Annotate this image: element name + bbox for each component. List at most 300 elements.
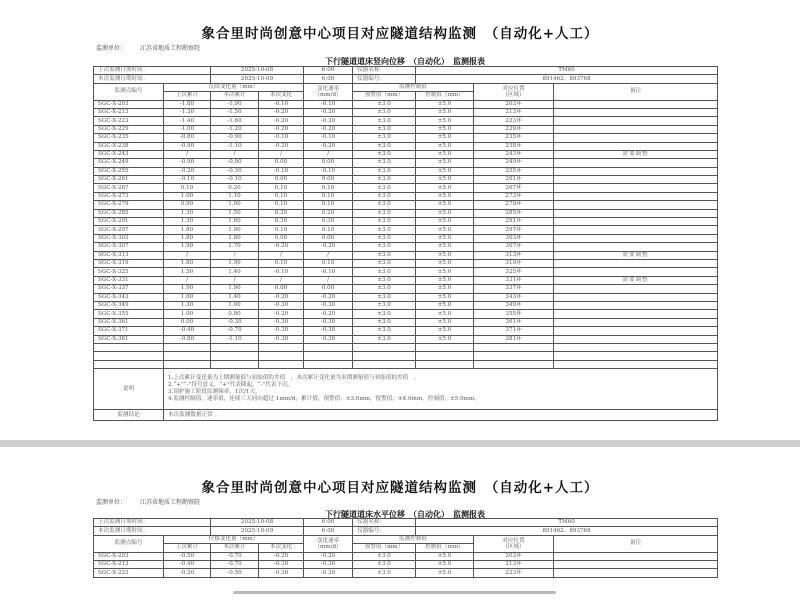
last-date: 2025-10-08 <box>211 67 304 75</box>
table-row <box>94 259 718 267</box>
point-id-cell: SGC-X-273 <box>94 192 164 200</box>
last-cumulative-cell: / <box>164 150 211 158</box>
warning-value-cell: ±3.0 <box>353 276 416 284</box>
last-cumulative-cell: 0.00 <box>164 318 211 326</box>
table-row <box>94 285 718 293</box>
this-date-label: 本次监测日期时间： <box>94 75 211 83</box>
this-change-cell: 0.00 <box>259 176 304 184</box>
remark-cell <box>554 259 718 267</box>
warning-value-cell: ±3.0 <box>353 184 416 192</box>
table-row <box>94 134 718 142</box>
point-id-cell: SGC-X-203 <box>94 552 164 560</box>
point-id-cell: SGC-X-331 <box>94 276 164 284</box>
last-time: 6:00 <box>304 519 353 527</box>
col-point-header: 监测点编号 <box>94 535 164 552</box>
col-control-group-header: 监测控制值 <box>353 83 474 91</box>
warning-value-cell: ±3.0 <box>353 176 416 184</box>
change-rate-cell: -0.20 <box>304 310 353 318</box>
this-cumulative-cell: 0.20 <box>211 184 259 192</box>
warning-value-cell: ±3.0 <box>353 268 416 276</box>
point-id-cell: SGC-X-213 <box>94 560 164 568</box>
warning-value-cell: ±3.0 <box>353 301 416 309</box>
position-cell: 337环 <box>474 285 554 293</box>
this-cumulative-cell: 1.80 <box>211 234 259 242</box>
position-cell: 243环 <box>474 150 554 158</box>
conclusion-text: 本次监测数据正常 。 <box>164 410 718 421</box>
last-cumulative-cell: -1.30 <box>164 108 211 116</box>
point-id-cell: SGC-X-297 <box>94 226 164 234</box>
point-id-cell: SGC-X-355 <box>94 310 164 318</box>
point-id-cell: SGC-X-249 <box>94 159 164 167</box>
table-body <box>94 100 718 343</box>
last-cumulative-cell: 1.30 <box>164 209 211 217</box>
this-change-cell: -0.20 <box>259 293 304 301</box>
col-rate-header <box>304 83 353 100</box>
instrument-no-label: 仪器编号： <box>353 75 416 83</box>
remark-cell: 需要调整 <box>554 150 718 158</box>
this-cumulative-cell: / <box>211 276 259 284</box>
change-rate-cell: 0.10 <box>304 192 353 200</box>
warning-value-cell: ±3.0 <box>353 134 416 142</box>
control-value-cell: ±5.0 <box>416 243 474 251</box>
this-change-cell: 0.10 <box>259 192 304 200</box>
this-change-cell: -0.30 <box>259 335 304 343</box>
change-rate-cell: -0.30 <box>304 335 353 343</box>
remark-cell <box>554 243 718 251</box>
table-row <box>94 560 718 568</box>
remark-cell <box>554 209 718 217</box>
change-rate-cell: -0.30 <box>304 301 353 309</box>
this-cumulative-cell: -1.60 <box>211 117 259 125</box>
remark-cell <box>554 142 718 150</box>
point-id-cell: SGC-X-291 <box>94 218 164 226</box>
point-id-cell: SGC-X-337 <box>94 285 164 293</box>
last-cumulative-cell: / <box>164 251 211 259</box>
warning-value-cell: ±3.0 <box>353 218 416 226</box>
change-rate-cell: 0.20 <box>304 209 353 217</box>
this-change-cell: / <box>259 276 304 284</box>
last-cumulative-cell: 1.30 <box>164 218 211 226</box>
warning-value-cell: ±3.0 <box>353 167 416 175</box>
point-id-cell: SGC-X-371 <box>94 327 164 335</box>
control-value-cell: ±5.0 <box>416 226 474 234</box>
table-row <box>94 117 718 125</box>
table-row <box>94 251 718 259</box>
table-row <box>94 192 718 200</box>
table-row <box>94 293 718 301</box>
point-id-cell: SGC-X-229 <box>94 125 164 133</box>
this-cumulative-cell: 0.80 <box>211 310 259 318</box>
warning-value-cell: ±3.0 <box>353 318 416 326</box>
this-change-cell: -0.20 <box>259 142 304 150</box>
last-time: 6:00 <box>304 67 353 75</box>
position-cell: 261环 <box>474 176 554 184</box>
col-change-group-header: 位移变化量（mm） <box>164 535 304 543</box>
control-value-cell: ±5.0 <box>416 301 474 309</box>
remark-cell <box>554 159 718 167</box>
table-row <box>94 184 718 192</box>
this-change-cell: 0.10 <box>259 259 304 267</box>
col-remark-header: 备注 <box>554 535 718 552</box>
point-id-cell: SGC-X-285 <box>94 209 164 217</box>
note-item: 4.监测控制值，速率值，连续三天同向超过 1mm/d，累计值，预警值：±3.0mm，报警值，±4.0mm，控制值，±5.0mm。 <box>168 396 480 403</box>
this-change-cell: 0.00 <box>259 159 304 167</box>
notes-label: 说明 <box>94 369 164 410</box>
point-id-cell: SGC-X-243 <box>94 150 164 158</box>
table-row <box>94 552 718 560</box>
instrument-no: 891462、893768 <box>416 75 718 83</box>
this-cumulative-cell: -0.90 <box>211 159 259 167</box>
this-change-cell: -0.10 <box>259 134 304 142</box>
point-id-cell: SGC-X-343 <box>94 293 164 301</box>
warning-value-cell: ±3.0 <box>353 552 416 560</box>
control-value-cell: ±5.0 <box>416 293 474 301</box>
table-row <box>94 335 718 343</box>
table-row <box>94 209 718 217</box>
remark-cell <box>554 285 718 293</box>
this-cumulative-cell: -1.50 <box>211 108 259 116</box>
col-point-header: 监测点编号 <box>94 83 164 100</box>
point-id-cell: SGC-X-223 <box>94 117 164 125</box>
this-cumulative-cell: -1.20 <box>211 125 259 133</box>
horizontal-scrollbar[interactable] <box>233 591 556 594</box>
control-value-cell: ±5.0 <box>416 276 474 284</box>
position-cell: 297环 <box>474 226 554 234</box>
col-rate-unit: （mm/d） <box>314 543 342 550</box>
header-row-1 <box>94 535 718 543</box>
this-time: 6:00 <box>304 75 353 83</box>
position-cell: 343环 <box>474 293 554 301</box>
this-change-cell: -0.20 <box>259 117 304 125</box>
warning-value-cell: ±3.0 <box>353 569 416 577</box>
this-cumulative-cell: 1.00 <box>211 301 259 309</box>
monitoring-unit-label: 监测单位： <box>96 499 127 506</box>
control-value-cell: ±5.0 <box>416 552 474 560</box>
position-cell: 238环 <box>474 142 554 150</box>
warning-value-cell: ±3.0 <box>353 234 416 242</box>
position-cell: 203环 <box>474 100 554 108</box>
point-id-cell: SGC-X-319 <box>94 259 164 267</box>
table-row <box>94 125 718 133</box>
point-id-cell: SGC-X-203 <box>94 100 164 108</box>
position-cell: 355环 <box>474 310 554 318</box>
warning-value-cell: ±3.0 <box>353 108 416 116</box>
col-control-group-header: 监测控制值 <box>353 535 474 543</box>
warning-value-cell: ±3.0 <box>353 226 416 234</box>
this-cumulative-cell: 1.90 <box>211 285 259 293</box>
last-cumulative-cell: -0.10 <box>164 176 211 184</box>
col-this-change-header: 本次变化 <box>259 92 304 100</box>
this-change-cell: / <box>259 251 304 259</box>
report-table <box>93 518 718 578</box>
instrument-name-label: 仪器名称： <box>353 67 416 75</box>
remark-cell <box>554 117 718 125</box>
position-cell: 349环 <box>474 301 554 309</box>
table-row <box>94 276 718 284</box>
control-value-cell: ±5.0 <box>416 234 474 242</box>
change-rate-cell: 0.10 <box>304 226 353 234</box>
position-cell: 255环 <box>474 167 554 175</box>
last-cumulative-cell: 1.80 <box>164 259 211 267</box>
col-rate-unit: （mm/d） <box>314 91 342 98</box>
this-change-cell: 0.10 <box>259 184 304 192</box>
control-value-cell: ±5.0 <box>416 318 474 326</box>
this-cumulative-cell: 1.90 <box>211 259 259 267</box>
control-value-cell: ±5.0 <box>416 310 474 318</box>
table-row <box>94 226 718 234</box>
remark-cell: 需要调整 <box>554 276 718 284</box>
col-warning-header: 预警值（mm） <box>353 544 416 552</box>
col-position-sub: （区域） <box>502 91 525 98</box>
position-cell: 371环 <box>474 327 554 335</box>
control-value-cell: ±5.0 <box>416 117 474 125</box>
change-rate-cell: -0.30 <box>304 327 353 335</box>
control-value-cell: ±5.0 <box>416 176 474 184</box>
report-title: 象合里时尚创意中心项目对应隧道结构监测 （自动化+人工） <box>201 480 599 496</box>
this-change-cell: -0.10 <box>259 268 304 276</box>
note-item: 1.上次累计变化量为上期测量值与初始值的差值 ，本次累计变化量为本期测量值与初始值的差值 。 <box>168 375 420 382</box>
col-this-change-header: 本次变化 <box>259 544 304 552</box>
this-change-cell: -0.20 <box>259 310 304 318</box>
control-value-cell: ±5.0 <box>416 560 474 568</box>
this-time: 6:00 <box>304 527 353 535</box>
table-row <box>94 327 718 335</box>
this-change-cell: -0.20 <box>259 243 304 251</box>
position-cell: 229环 <box>474 125 554 133</box>
change-rate-cell: / <box>304 276 353 284</box>
position-cell: 273环 <box>474 192 554 200</box>
position-cell: 381环 <box>474 335 554 343</box>
this-cumulative-cell: / <box>211 251 259 259</box>
table-row <box>94 100 718 108</box>
point-id-cell: SGC-X-255 <box>94 167 164 175</box>
remark-cell <box>554 108 718 116</box>
warning-value-cell: ±3.0 <box>353 142 416 150</box>
position-cell: 235环 <box>474 134 554 142</box>
last-cumulative-cell: -0.90 <box>164 142 211 150</box>
this-cumulative-cell: / <box>211 150 259 158</box>
point-id-cell: SGC-X-349 <box>94 301 164 309</box>
control-value-cell: ±5.0 <box>416 142 474 150</box>
this-change-cell: 0.10 <box>259 226 304 234</box>
control-value-cell: ±5.0 <box>416 184 474 192</box>
this-cumulative-cell: 1.70 <box>211 243 259 251</box>
control-value-cell: ±5.0 <box>416 159 474 167</box>
warning-value-cell: ±3.0 <box>353 192 416 200</box>
control-value-cell: ±5.0 <box>416 125 474 133</box>
remark-cell <box>554 184 718 192</box>
remark-cell <box>554 552 718 560</box>
col-warning-header: 预警值（mm） <box>353 92 416 100</box>
col-remark-header: 备注 <box>554 83 718 100</box>
monitoring-unit-label: 监测单位： <box>96 45 127 52</box>
instrument-no: 891462、893768 <box>416 527 718 535</box>
this-date-label: 本次监测日期时间： <box>94 527 211 535</box>
remark-cell <box>554 560 718 568</box>
warning-value-cell: ±3.0 <box>353 310 416 318</box>
control-value-cell: ±5.0 <box>416 192 474 200</box>
this-cumulative-cell: 1.50 <box>211 209 259 217</box>
position-cell: 319环 <box>474 259 554 267</box>
position-cell: 203环 <box>474 552 554 560</box>
table-row <box>94 310 718 318</box>
change-rate-cell: 0.10 <box>304 201 353 209</box>
col-this-cum-header: 本次累计 <box>211 544 259 552</box>
warning-value-cell: ±3.0 <box>353 159 416 167</box>
col-position-header <box>474 83 554 100</box>
empty-row <box>94 360 718 368</box>
position-cell: 223环 <box>474 117 554 125</box>
control-value-cell: ±5.0 <box>416 268 474 276</box>
remark-cell <box>554 301 718 309</box>
last-date-label: 上次监测日期时间： <box>94 67 211 75</box>
control-value-cell: ±5.0 <box>416 335 474 343</box>
last-cumulative-cell: 1.90 <box>164 243 211 251</box>
position-cell: 249环 <box>474 159 554 167</box>
this-cumulative-cell: -0.70 <box>211 552 259 560</box>
this-cumulative-cell: 1.60 <box>211 218 259 226</box>
point-id-cell: SGC-X-267 <box>94 184 164 192</box>
this-cumulative-cell: -0.70 <box>211 560 259 568</box>
position-cell: 331环 <box>474 276 554 284</box>
warning-value-cell: ±3.0 <box>353 201 416 209</box>
remark-cell <box>554 234 718 242</box>
last-cumulative-cell: / <box>164 276 211 284</box>
last-cumulative-cell: -1.80 <box>164 100 211 108</box>
table-row <box>94 301 718 309</box>
last-cumulative-cell: -0.20 <box>164 167 211 175</box>
remark-cell <box>554 218 718 226</box>
header-row-1 <box>94 83 718 91</box>
monitoring-unit <box>96 43 214 52</box>
this-change-cell: / <box>259 150 304 158</box>
remark-cell <box>554 335 718 343</box>
last-cumulative-cell: 0.90 <box>164 201 211 209</box>
note-item: 3.围护施工阶段监测频率，1次/1天。 <box>168 389 261 396</box>
monitoring-unit-value: 江苏省地质工程勘察院 <box>140 45 201 52</box>
table-row <box>94 108 718 116</box>
this-change-cell: 0.30 <box>259 218 304 226</box>
col-position-sub: （区域） <box>502 543 525 550</box>
this-change-cell: 0.00 <box>259 285 304 293</box>
position-cell: 213环 <box>474 108 554 116</box>
remark-cell <box>554 268 718 276</box>
this-change-cell: -0.30 <box>259 569 304 577</box>
change-rate-cell: -0.10 <box>304 100 353 108</box>
this-cumulative-cell: -0.90 <box>211 134 259 142</box>
warning-value-cell: ±3.0 <box>353 100 416 108</box>
warning-value-cell: ±3.0 <box>353 150 416 158</box>
table-row <box>94 159 718 167</box>
last-cumulative-cell: -0.80 <box>164 134 211 142</box>
change-rate-cell: -0.20 <box>304 243 353 251</box>
remark-cell <box>554 100 718 108</box>
point-id-cell: SGC-X-261 <box>94 176 164 184</box>
this-change-cell: -0.20 <box>259 552 304 560</box>
last-cumulative-cell: 1.00 <box>164 192 211 200</box>
warning-value-cell: ±3.0 <box>353 259 416 267</box>
position-cell: 285环 <box>474 209 554 217</box>
last-date-label: 上次监测日期时间： <box>94 519 211 527</box>
remark-cell <box>554 293 718 301</box>
remark-cell <box>554 569 718 577</box>
monitoring-unit <box>96 497 214 506</box>
change-rate-cell: -0.20 <box>304 142 353 150</box>
last-cumulative-cell: 1.30 <box>164 301 211 309</box>
table-row <box>94 234 718 242</box>
this-change-cell: -0.10 <box>259 167 304 175</box>
change-rate-cell: 0.00 <box>304 234 353 242</box>
this-change-cell: -0.30 <box>259 560 304 568</box>
last-cumulative-cell: 1.80 <box>164 234 211 242</box>
position-cell: 307环 <box>474 243 554 251</box>
this-date-row <box>94 527 718 535</box>
empty-row <box>94 343 718 351</box>
change-rate-cell: -0.30 <box>304 560 353 568</box>
table-row <box>94 142 718 150</box>
warning-value-cell: ±3.0 <box>353 560 416 568</box>
col-change-group-header: 沉降变化量（mm） <box>164 83 304 91</box>
change-rate-cell: -0.20 <box>304 117 353 125</box>
table-title: 下行隧道道床竖向位移 （自动化） 监测报表 <box>325 56 485 66</box>
remark-cell <box>554 134 718 142</box>
position-cell: 313环 <box>474 251 554 259</box>
change-rate-cell: -0.10 <box>304 268 353 276</box>
this-date: 2025-10-09 <box>211 75 304 83</box>
last-cumulative-cell: -0.40 <box>164 327 211 335</box>
change-rate-cell: 0.10 <box>304 259 353 267</box>
col-rate-title: 变化速率 <box>316 85 340 92</box>
table-row <box>94 201 718 209</box>
control-value-cell: ±5.0 <box>416 259 474 267</box>
point-id-cell: SGC-X-325 <box>94 268 164 276</box>
last-cumulative-cell: -1.00 <box>164 125 211 133</box>
conclusion-label: 监测结论 <box>94 410 164 421</box>
this-change-cell: 0.00 <box>259 234 304 242</box>
warning-value-cell: ±3.0 <box>353 335 416 343</box>
page-separator <box>0 440 800 447</box>
change-rate-cell: -0.20 <box>304 552 353 560</box>
position-cell: 279环 <box>474 201 554 209</box>
warning-value-cell: ±3.0 <box>353 125 416 133</box>
point-id-cell: SGC-X-381 <box>94 335 164 343</box>
table-body <box>94 552 718 577</box>
remark-cell <box>554 176 718 184</box>
change-rate-cell: 0.00 <box>304 159 353 167</box>
notes-row <box>94 369 718 410</box>
point-id-cell: SGC-X-307 <box>94 243 164 251</box>
position-cell: 303环 <box>474 234 554 242</box>
last-cumulative-cell: -0.80 <box>164 335 211 343</box>
last-cumulative-cell: -0.50 <box>164 552 211 560</box>
control-value-cell: ±5.0 <box>416 167 474 175</box>
this-cumulative-cell: -1.10 <box>211 335 259 343</box>
table-row <box>94 218 718 226</box>
this-change-cell: -0.30 <box>259 327 304 335</box>
this-date: 2025-10-09 <box>211 527 304 535</box>
position-cell: 325环 <box>474 268 554 276</box>
note-item: 2.“+”“-”符号意义，“+”代表隆起，“-”代表下沉。 <box>168 382 294 389</box>
this-cumulative-cell: 1.40 <box>211 268 259 276</box>
instrument-name-label: 仪器名称： <box>353 519 416 527</box>
last-cumulative-cell: 1.00 <box>164 310 211 318</box>
remark-cell <box>554 310 718 318</box>
this-cumulative-cell: -0.30 <box>211 167 259 175</box>
last-cumulative-cell: -0.20 <box>164 569 211 577</box>
this-change-cell: 0.20 <box>259 209 304 217</box>
instrument-name: TM60 <box>416 519 718 527</box>
instrument-name: TM60 <box>416 67 718 75</box>
